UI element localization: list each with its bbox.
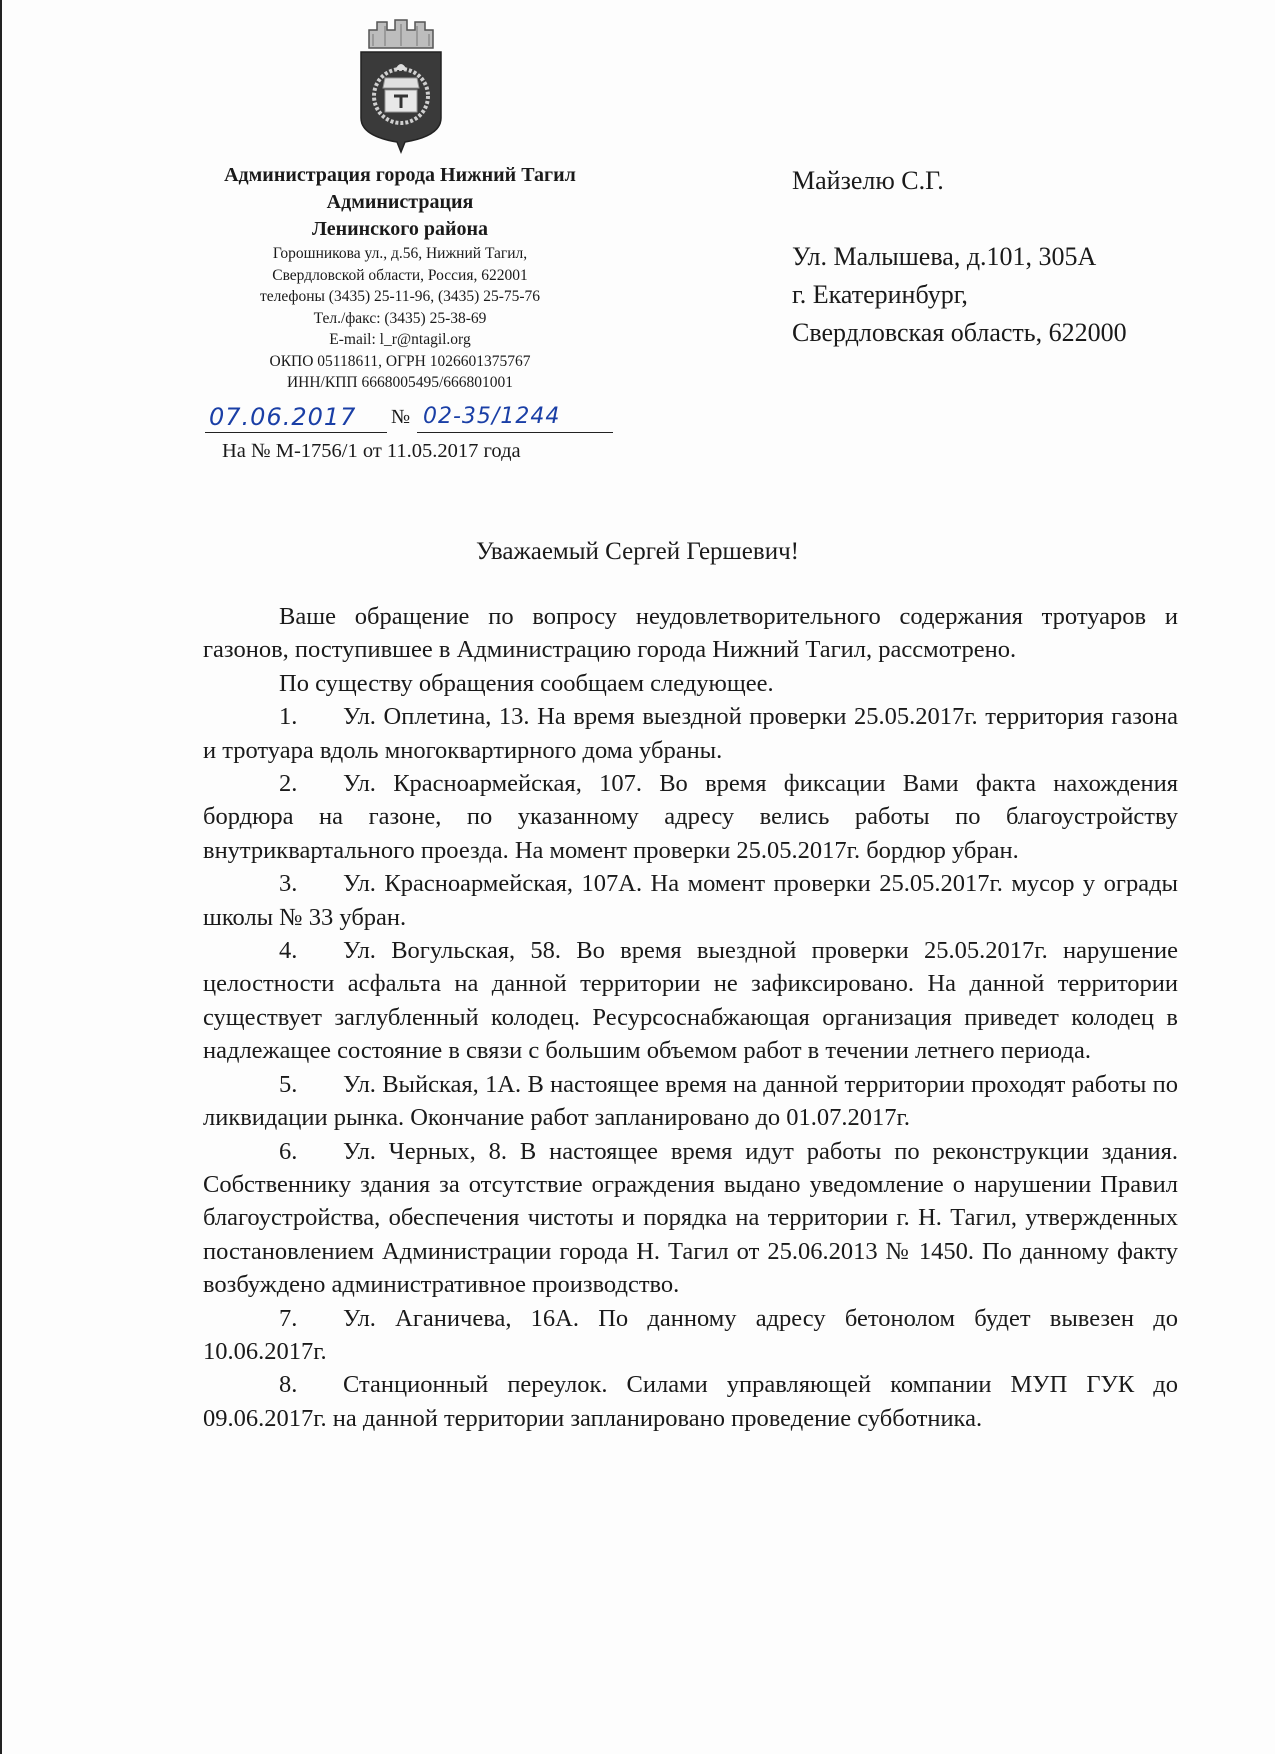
- item-number: 5.: [279, 1070, 298, 1098]
- item-text: Ул. Оплетина, 13. На время выездной проверки 25.05.2017г. территория газона и тротуара вдоль многоквартирного дома убраны.: [203, 703, 1178, 764]
- item-number: 1.: [279, 703, 298, 731]
- org-okpo-ogrn: ОКПО 05118611, ОГРН 1026601375767: [269, 352, 531, 370]
- item-number: 2.: [279, 770, 298, 798]
- scan-edge: [0, 0, 2, 1754]
- org-name-city: Администрация города Нижний Тагил: [224, 164, 576, 186]
- addressee-block: [792, 162, 1127, 352]
- salutation: Уважаемый Сергей Гершевич!: [476, 538, 799, 565]
- list-item: [203, 934, 1178, 1068]
- item-text: Станционный переулок. Силами управляющей компании МУП ГУК до 09.06.2017г. на данной территории запланировано проведение субботника.: [203, 1371, 1178, 1432]
- item-text: Ул. Вогульская, 58. Во время выездной проверки 25.05.2017г. нарушение целостности асфальта на данной территории не зафиксировано. На данной территории существует заглубленный колодец. Ресурсоснабжающая организация приведет колодец в надлежащее состояние в связи с большим объемом работ в течении летнего периода.: [203, 937, 1178, 1065]
- addressee-street: Ул. Малышева, д.101, 305А: [792, 242, 1097, 271]
- handwritten-date: 07.06.2017: [205, 402, 387, 433]
- org-address-line2: Свердловской области, Россия, 622001: [272, 266, 528, 284]
- addressee-name: Майзелю С.Г.: [792, 166, 944, 195]
- org-email: E-mail: l_r@ntagil.org: [329, 331, 471, 348]
- item-text: Ул. Красноармейская, 107. Во время фиксации Вами факта нахождения бордюра на газоне, по указанному адресу велись работы по благоустройству внутриквартального проезда. На момент проверки 25.05.2017г. бордюр убран.: [203, 770, 1178, 864]
- item-number: 4.: [279, 937, 298, 965]
- addressee-region: Свердловская область, 622000: [792, 318, 1127, 347]
- intro-paragraph: Ваше обращение по вопросу неудовлетворительного содержания тротуаров и газонов, поступившее в Администрацию города Нижний Тагил, рассмотрено.: [203, 603, 1178, 664]
- list-item: [203, 767, 1178, 867]
- number-sign: №: [391, 406, 411, 428]
- org-name-district: Ленинского района: [311, 218, 489, 240]
- org-name-admin: Администрация: [326, 191, 474, 213]
- item-number: 3.: [279, 870, 298, 898]
- crown-icon: [369, 20, 433, 48]
- list-item: [203, 1068, 1178, 1135]
- org-address-line1: Горошникова ул., д.56, Нижний Тагил,: [272, 245, 528, 262]
- item-number: 7.: [279, 1304, 298, 1332]
- organization-letterhead: [180, 162, 620, 394]
- org-fax: Тел./факс: (3435) 25-38-69: [313, 309, 487, 327]
- item-text: Ул. Черных, 8. В настоящее время идут работы по реконструкции здания. Собственнику здания за отсутствие ограждения выдано уведомление о нарушении Правил благоустройства, обеспечения чистоты и порядка на территории г. Н. Тагил, утвержденных постановлением Администрации города Н. Тагил от 25.06.2013 № 1450. По данному факту возбуждено административное производство.: [203, 1137, 1178, 1299]
- item-number: 6.: [279, 1137, 298, 1165]
- coat-of-arms-emblem: [355, 18, 447, 154]
- addressee-city: г. Екатеринбург,: [792, 280, 968, 309]
- list-item: [203, 1135, 1178, 1302]
- list-item: [203, 1368, 1178, 1435]
- item-number: 8.: [279, 1371, 298, 1399]
- reply-reference: На № М-1756/1 от 11.05.2017 года: [222, 440, 521, 462]
- intro-lead-in: По существу обращения сообщаем следующее.: [279, 669, 774, 697]
- org-phones: телефоны (3435) 25-11-96, (3435) 25-75-76: [259, 288, 541, 305]
- org-inn-kpp: ИНН/КПП 6668005495/666801001: [286, 374, 514, 391]
- list-item: [203, 867, 1178, 934]
- list-item: [203, 1302, 1178, 1369]
- item-text: Ул. Красноармейская, 107А. На момент проверки 25.05.2017г. мусор у ограды школы № 33 убран.: [203, 870, 1178, 931]
- letter-body: [203, 600, 1178, 1435]
- item-text: Ул. Аганичева, 16А. По данному адресу бетонолом будет вывезен до 10.06.2017г.: [203, 1304, 1178, 1365]
- list-item: [203, 700, 1178, 767]
- item-text: Ул. Выйская, 1А. В настоящее время на данной территории проходят работы по ликвидации рынка. Окончание работ запланировано до 01.07.2017г.: [203, 1070, 1178, 1132]
- registration-line: [205, 402, 605, 436]
- handwritten-outgoing-number: 02-35/1244: [417, 402, 613, 433]
